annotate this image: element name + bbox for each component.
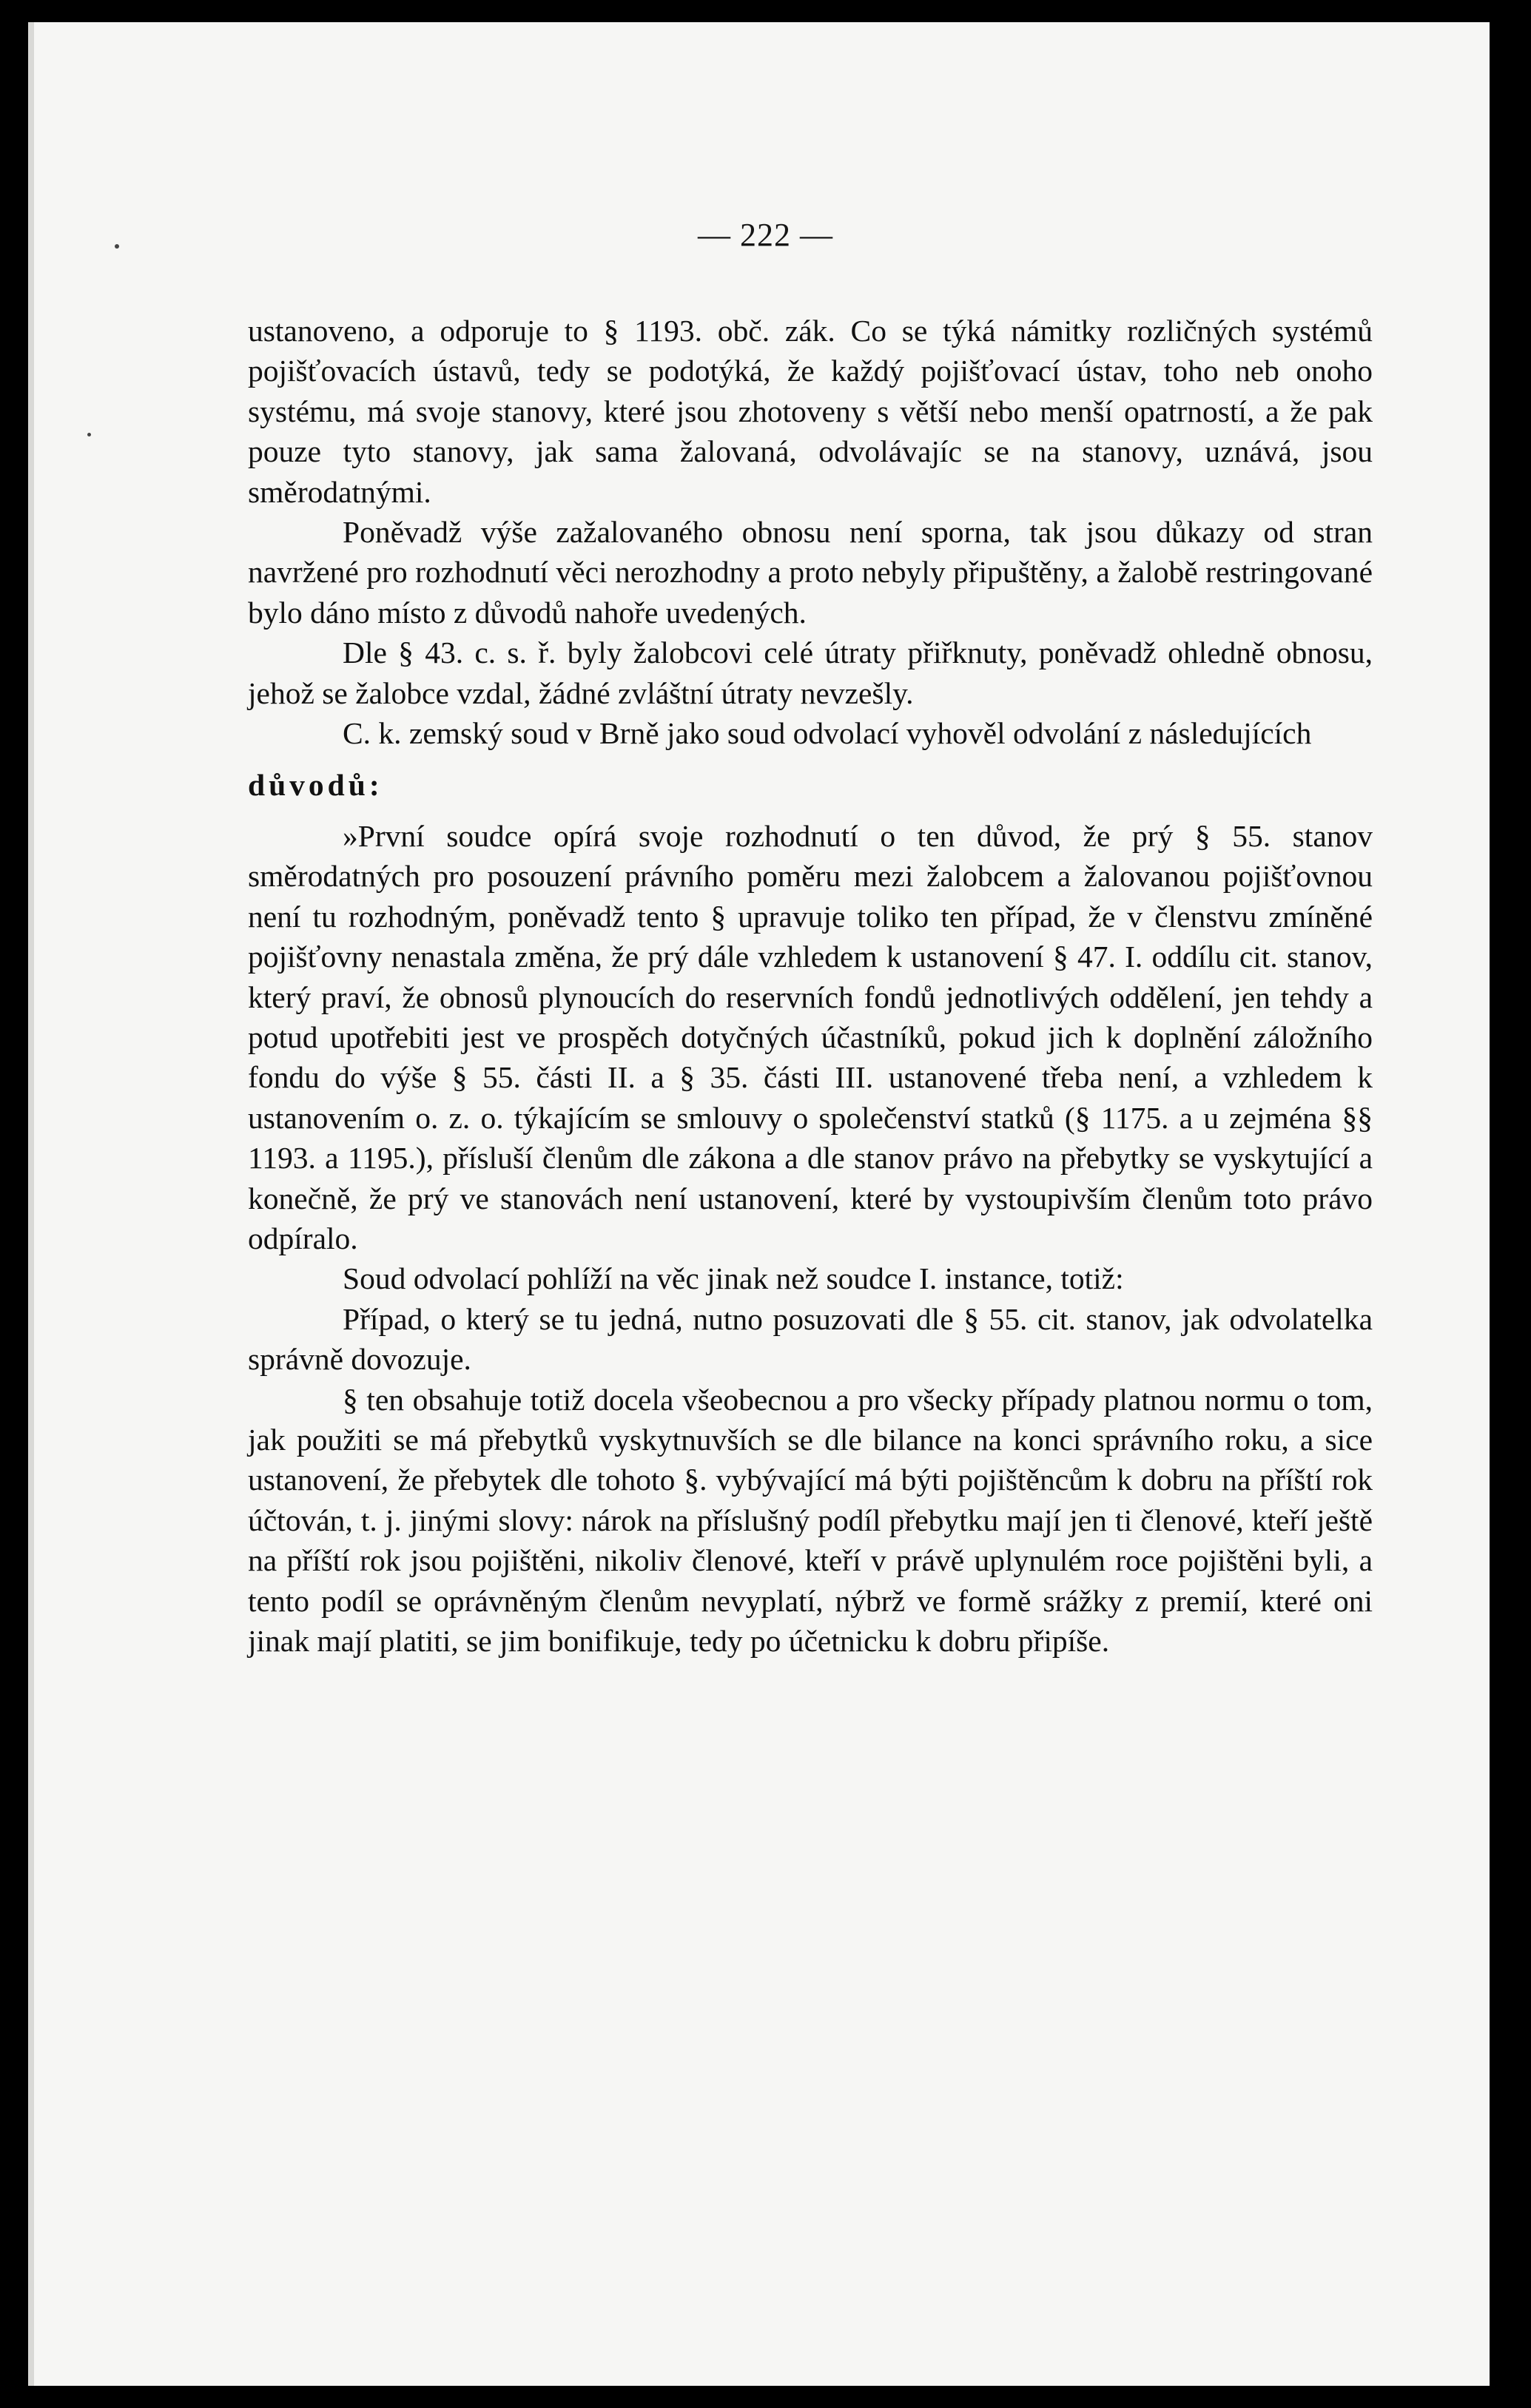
paragraph: »První soudce opírá svoje rozhodnutí o ten důvod, že prý § 55. stanov směrodatných pro posouzení právního poměru mezi žalobcem a žalovanou pojišťovnou není tu rozhodným, poněvadž tento § upravuje toliko ten případ, že v členstvu zmíněné pojišťovny nenastala změna, že prý dále vzhledem k ustanovení § 47. I. oddílu cit. stanov, který praví, že obnosů plynoucích do reservních fondů jednotlivých oddělení, jen tehdy a potud upotřebiti jest ve prospěch dotyčných účastníků, pokud jich k doplnění záložního fondu do výše § 55. části II. a § 35. části III. ustanovené třeba není, a vzhledem k ustanovením o. z. o. týkajícím se smlouvy o společenství statků (§ 1175. a u zejména §§ 1193. a 1195.), přísluší členům dle zákona a dle stanov právo na přebytky se vyskytující a konečně, že prý ve stanovách není ustanovení, které by vystoupivším členům toto právo odpíralo. [248, 818, 1373, 1255]
paragraph: Případ, o který se tu jedná, nutno posuzovati dle § 55. cit. stanov, jak odvolatelka správně dovozuje. [248, 1301, 1373, 1377]
paragraph: § ten obsahuje totiž docela všeobecnou a pro všecky případy platnou normu o tom, jak použiti se má přebytků vyskytnuvších se dle bilance na konci správního roku, a sice ustanovení, že přebytek dle tohoto §. vybývající má býti pojištěncům k dobru na příští rok účtován, t. j. jinými slovy: nárok na příslušný podíl přebytku mají jen ti členové, kteří ještě na příští rok jsou pojištěni, nikoliv členové, kteří v právě uplynulém roce pojištěni byli, a tento podíl se oprávněným členům nevyplatí, nýbrž ve formě srážky z premií, které oni jinak mají platiti, se jim bonifikuje, tedy po účetnicku k dobru připíše. [248, 1382, 1373, 1658]
paragraph: ustanoveno, a odporuje to § 1193. obč. zák. Co se týká námitky rozličných systémů pojišťovacích ústavů, tedy se podotýká, že každý pojišťovací ústav, toho neb onoho systému, má svoje stanovy, které jsou zhotoveny s větší nebo menší opatrností, a že pak pouze tyto stanovy, jak sama žalovaná, odvolávajíc se na stanovy, uznává, jsou směrodatnými. [248, 314, 1373, 509]
scan-speck [87, 433, 91, 436]
paragraph: Dle § 43. c. s. ř. byly žalobcovi celé útraty přiřknuty, poněvadž ohledně obnosu, jehož se žalobce vzdal, žádné zvláštní útraty nevzešly. [248, 635, 1373, 710]
scan-border-right [1490, 0, 1531, 2408]
section-heading: důvodů: [248, 768, 383, 803]
page-number: — 222 — [698, 217, 833, 253]
scan-border-bottom [0, 2386, 1531, 2408]
body-text [248, 311, 1373, 1661]
paragraph: Poněvadž výše zažalovaného obnosu není sporna, tak jsou důkazy od stran navržené pro rozhodnutí věci nerozhodny a proto nebyly připuštěny, a žalobě restringované bylo dáno místo z důvodů nahoře uvedených. [248, 515, 1373, 630]
paragraph: Soud odvolací pohlíží na věc jinak než soudce I. instance, totiž: [343, 1261, 1124, 1296]
paragraph: C. k. zemský soud v Brně jako soud odvolací vyhověl odvolání z následujících [343, 716, 1312, 751]
